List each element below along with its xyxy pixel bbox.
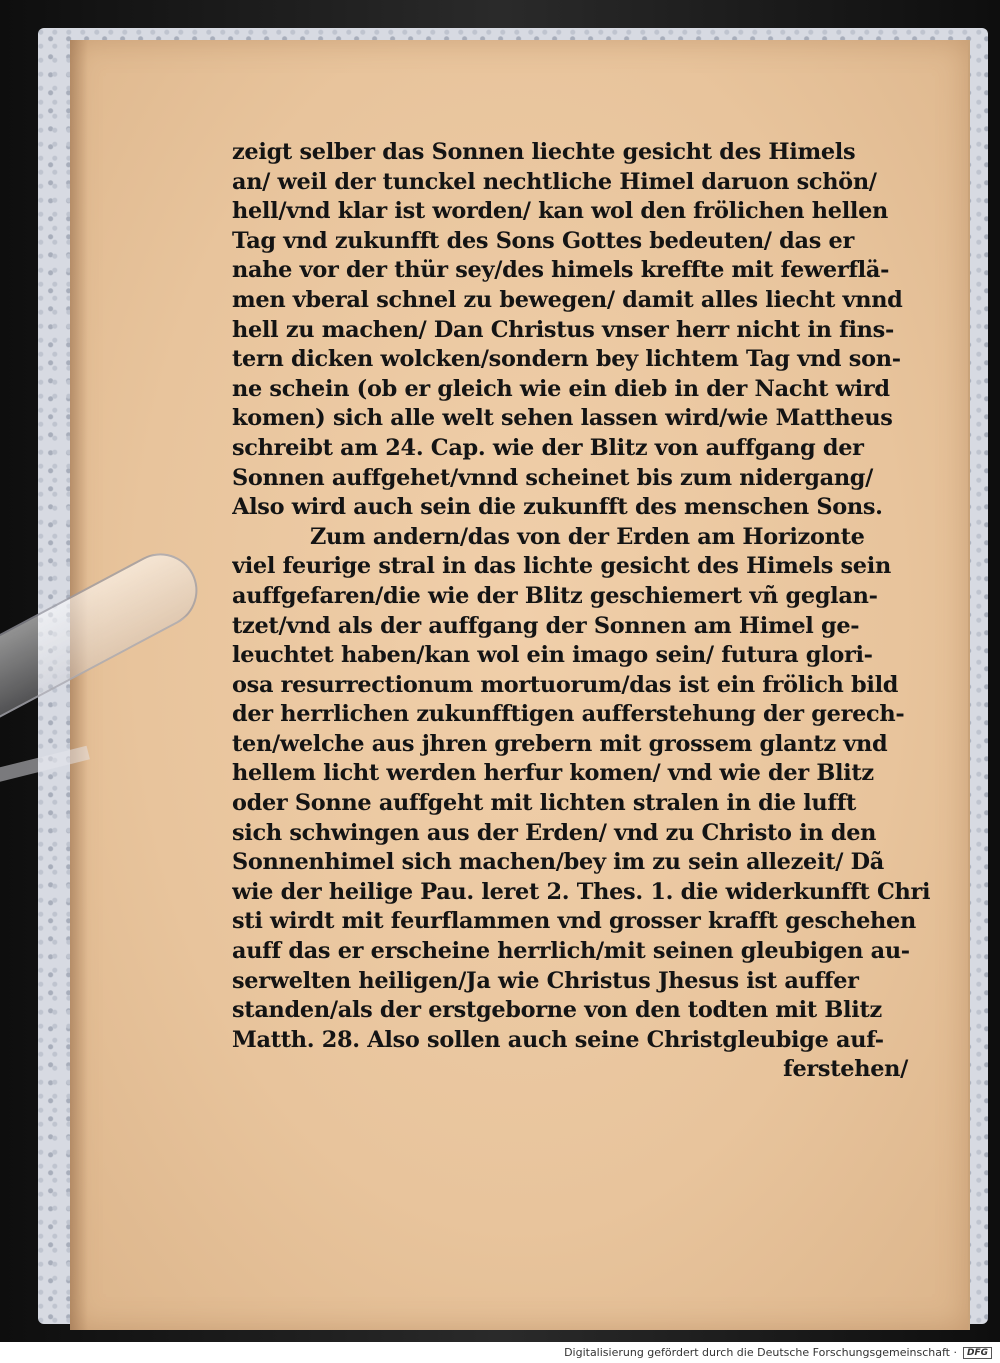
text-line: hell/vnd klar ist worden/ kan wol den frölichen hellen bbox=[232, 198, 889, 225]
text-line: hellem licht werden herfur komen/ vnd wie der Blitz bbox=[232, 760, 874, 787]
text-line: an/ weil der tunckel nechtliche Himel daruon schön/ bbox=[232, 168, 877, 195]
text-line: komen) sich alle welt sehen lassen wird/wie Mattheus bbox=[232, 405, 893, 432]
text-line: auff das er erscheine herrlich/mit seinen gleubigen au- bbox=[232, 938, 910, 965]
text-line: schreibt am 24. Cap. wie der Blitz von auffgang der bbox=[232, 434, 864, 461]
text-line: osa resurrectionum mortuorum/das ist ein frölich bild bbox=[232, 671, 899, 698]
text-line: tern dicken wolcken/sondern bey lichtem Tag vnd son- bbox=[232, 346, 901, 373]
text-line: ten/welche aus jhren grebern mit grossem glantz vnd bbox=[232, 730, 888, 757]
text-line: tzet/vnd als der auffgang der Sonnen am Himel ge- bbox=[232, 612, 860, 639]
text-line: Also wird auch sein die zukunfft des menschen Sons. bbox=[232, 494, 883, 521]
text-line: standen/als der erstgeborne von den todten mit Blitz bbox=[232, 997, 882, 1024]
text-line: sich schwingen aus der Erden/ vnd zu Christo in den bbox=[232, 819, 877, 846]
text-line: oder Sonne auffgeht mit lichten stralen in die lufft bbox=[232, 790, 857, 817]
text-line: nahe vor der thür sey/des himels kreffte mit fewerflä- bbox=[232, 257, 890, 284]
dfg-logo: DFG bbox=[963, 1347, 992, 1359]
text-line: Sonnenhimel sich machen/bey im zu sein allezeit/ Dã bbox=[232, 849, 884, 876]
digitization-footer bbox=[0, 1342, 1000, 1363]
text-line: Matth. 28. Also sollen auch seine Christgleubige auf- bbox=[232, 1026, 884, 1053]
text-line: wie der heilige Pau. leret 2. Thes. 1. die widerkunfft Chri bbox=[232, 878, 931, 905]
text-line: der herrlichen zukunfftigen aufferstehung der gerech- bbox=[232, 701, 905, 728]
catchword: ferstehen/ bbox=[783, 1056, 908, 1083]
text-line: Tag vnd zukunfft des Sons Gottes bedeuten/ das er bbox=[232, 227, 854, 254]
text-line: Sonnen auffgehet/vnnd scheinet bis zum nidergang/ bbox=[232, 464, 874, 491]
text-line: men vberal schnel zu bewegen/ damit alles liecht vnnd bbox=[232, 286, 903, 313]
text-line: hell zu machen/ Dan Christus vnser herr nicht in fins- bbox=[232, 316, 894, 343]
footer-credit: Digitalisierung gefördert durch die Deutsche Forschungsgemeinschaft · bbox=[564, 1346, 957, 1359]
text-line: auffgefaren/die wie der Blitz geschiemert vñ geglan- bbox=[232, 582, 878, 609]
text-line: Zum andern/das von der Erden am Horizonte bbox=[310, 523, 865, 550]
page-text bbox=[232, 138, 932, 1085]
text-line: viel feurige stral in das lichte gesicht des Himels sein bbox=[232, 553, 891, 580]
text-line: zeigt selber das Sonnen liechte gesicht des Himels bbox=[232, 139, 856, 165]
text-line: sti wirdt mit feurflammen vnd grosser krafft geschehen bbox=[232, 908, 916, 935]
text-line: serwelten heiligen/Ja wie Christus Jhesus ist auffer bbox=[232, 967, 859, 994]
text-line: ne schein (ob er gleich wie ein dieb in der Nacht wird bbox=[232, 375, 890, 402]
text-line: leuchtet haben/kan wol ein imago sein/ futura glori- bbox=[232, 642, 873, 669]
